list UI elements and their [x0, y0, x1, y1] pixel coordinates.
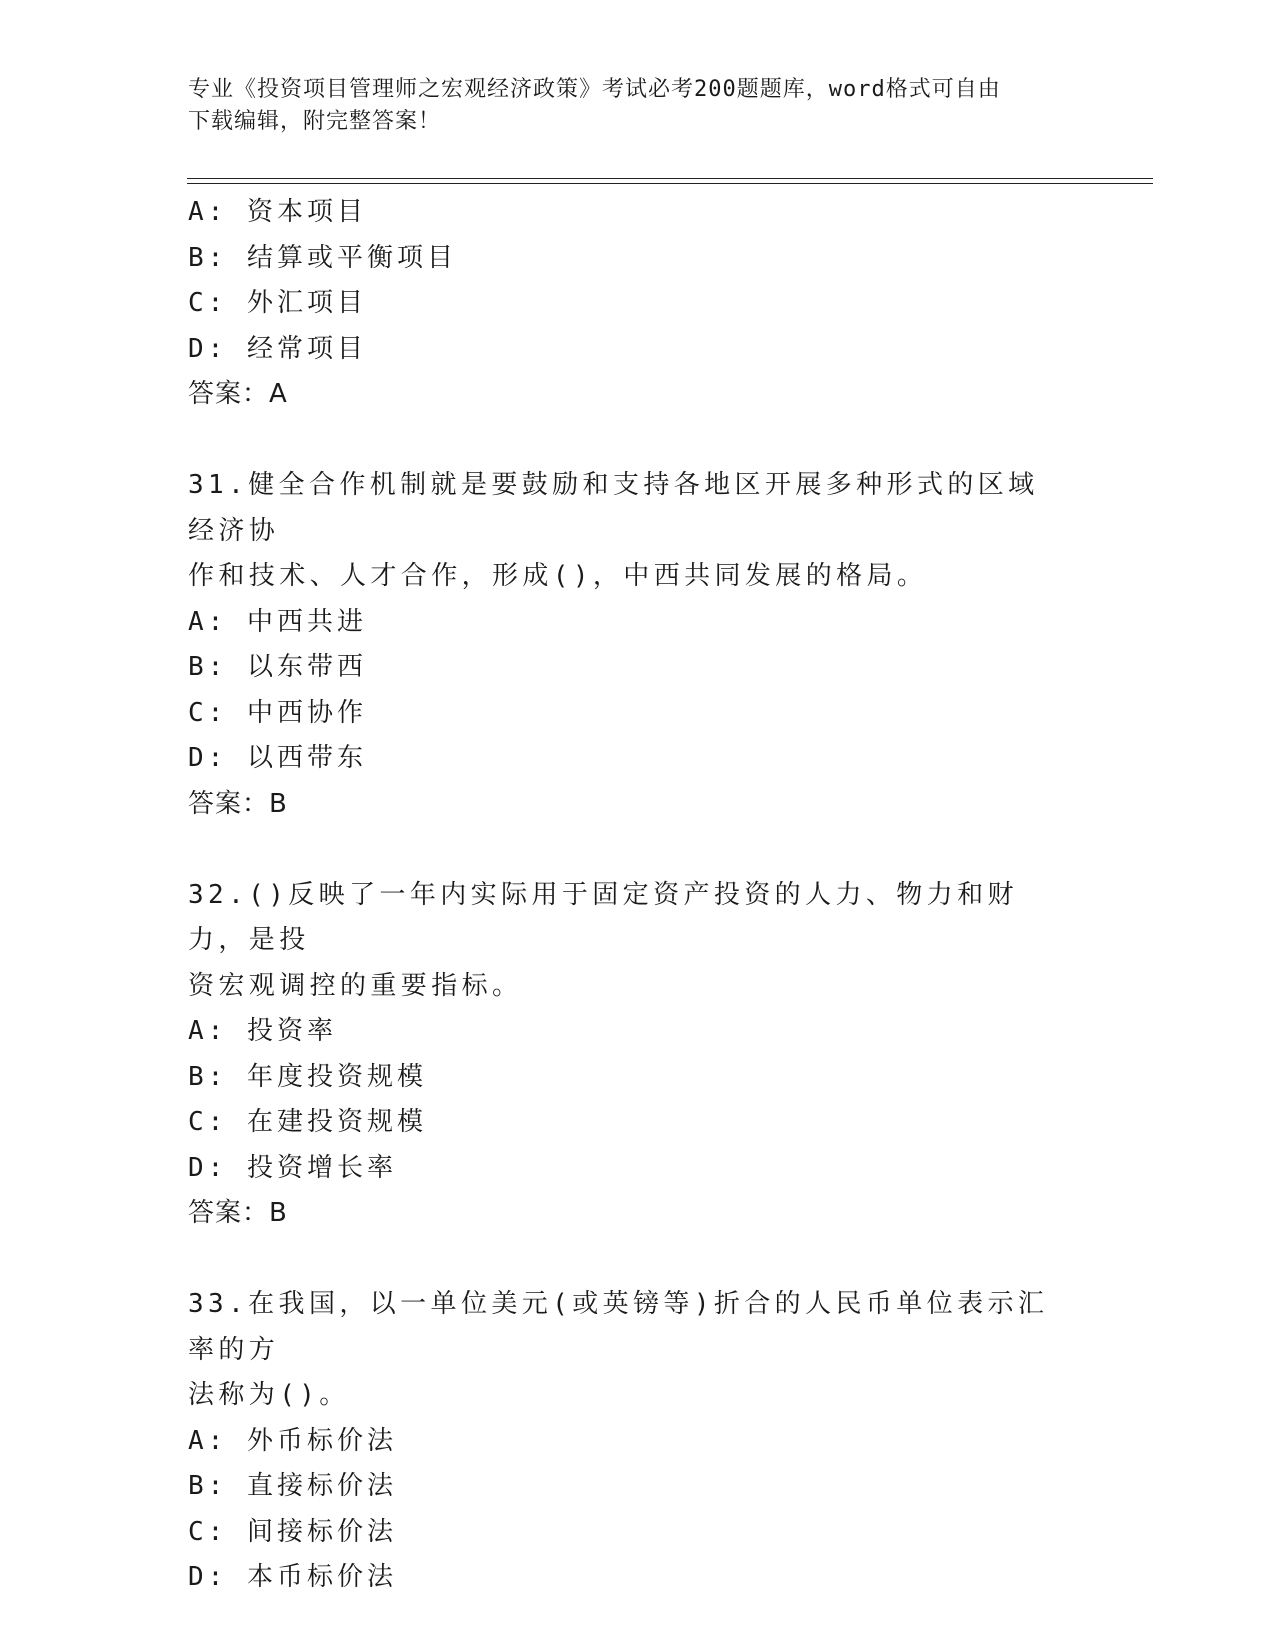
answer: 答案：A — [188, 379, 288, 409]
option-b: B: 直接标价法 — [188, 1471, 397, 1501]
option-c: C: 在建投资规模 — [188, 1107, 427, 1137]
spacer — [188, 418, 1088, 464]
question-text — [188, 1282, 1068, 1419]
header-rule-bottom — [187, 183, 1153, 184]
header-line-1: 专业《投资项目管理师之宏观经济政策》考试必考200题题库，word格式可自由 — [188, 77, 1001, 102]
option-a: A: 外币标价法 — [188, 1425, 397, 1456]
spacer — [188, 827, 1088, 873]
option-b: B: 结算或平衡项目 — [188, 242, 457, 273]
spacer — [188, 1237, 1088, 1283]
option-c: C: 外汇项目 — [188, 288, 367, 318]
option-b: B: 年度投资规模 — [188, 1061, 427, 1092]
option-d: D: 经常项目 — [188, 333, 367, 364]
option-d: D: 投资增长率 — [188, 1152, 397, 1183]
option-a: A: 资本项目 — [188, 197, 367, 227]
question-block-32 — [188, 873, 1088, 1237]
question-text — [188, 463, 1068, 600]
question-text-line-2: 资宏观调控的重要指标。 — [188, 970, 523, 1001]
option-d: D: 以西带东 — [188, 743, 367, 773]
question-block-33 — [188, 1282, 1088, 1601]
question-text-line-1: 33.在我国，以一单位美元(或英镑等)折合的人民币单位表示汇率的方 — [188, 1289, 1049, 1365]
header-line-2: 下载编辑，附完整答案！ — [188, 109, 442, 134]
question-text-line-2: 作和技术、人才合作，形成()，中西共同发展的格局。 — [188, 561, 928, 591]
question-block-31 — [188, 463, 1088, 827]
answer: 答案：B — [188, 788, 288, 819]
header-rule-top — [187, 178, 1153, 179]
document-header — [188, 74, 1068, 138]
option-a: A: 中西共进 — [188, 606, 367, 637]
option-c: C: 间接标价法 — [188, 1516, 397, 1547]
answer: 答案：B — [188, 1198, 288, 1228]
option-c: C: 中西协作 — [188, 697, 367, 728]
option-b: B: 以东带西 — [188, 652, 367, 682]
question-text-line-1: 31.健全合作机制就是要鼓励和支持各地区开展多种形式的区域经济协 — [188, 470, 1039, 546]
option-a: A: 投资率 — [188, 1016, 337, 1046]
question-list — [188, 190, 1088, 1601]
question-block-30 — [188, 190, 1088, 418]
option-d: D: 本币标价法 — [188, 1562, 397, 1592]
question-text-line-1: 32.()反映了一年内实际用于固定资产投资的人力、物力和财力，是投 — [188, 879, 1018, 955]
question-text — [188, 873, 1068, 1010]
question-text-line-2: 法称为()。 — [188, 1380, 350, 1410]
